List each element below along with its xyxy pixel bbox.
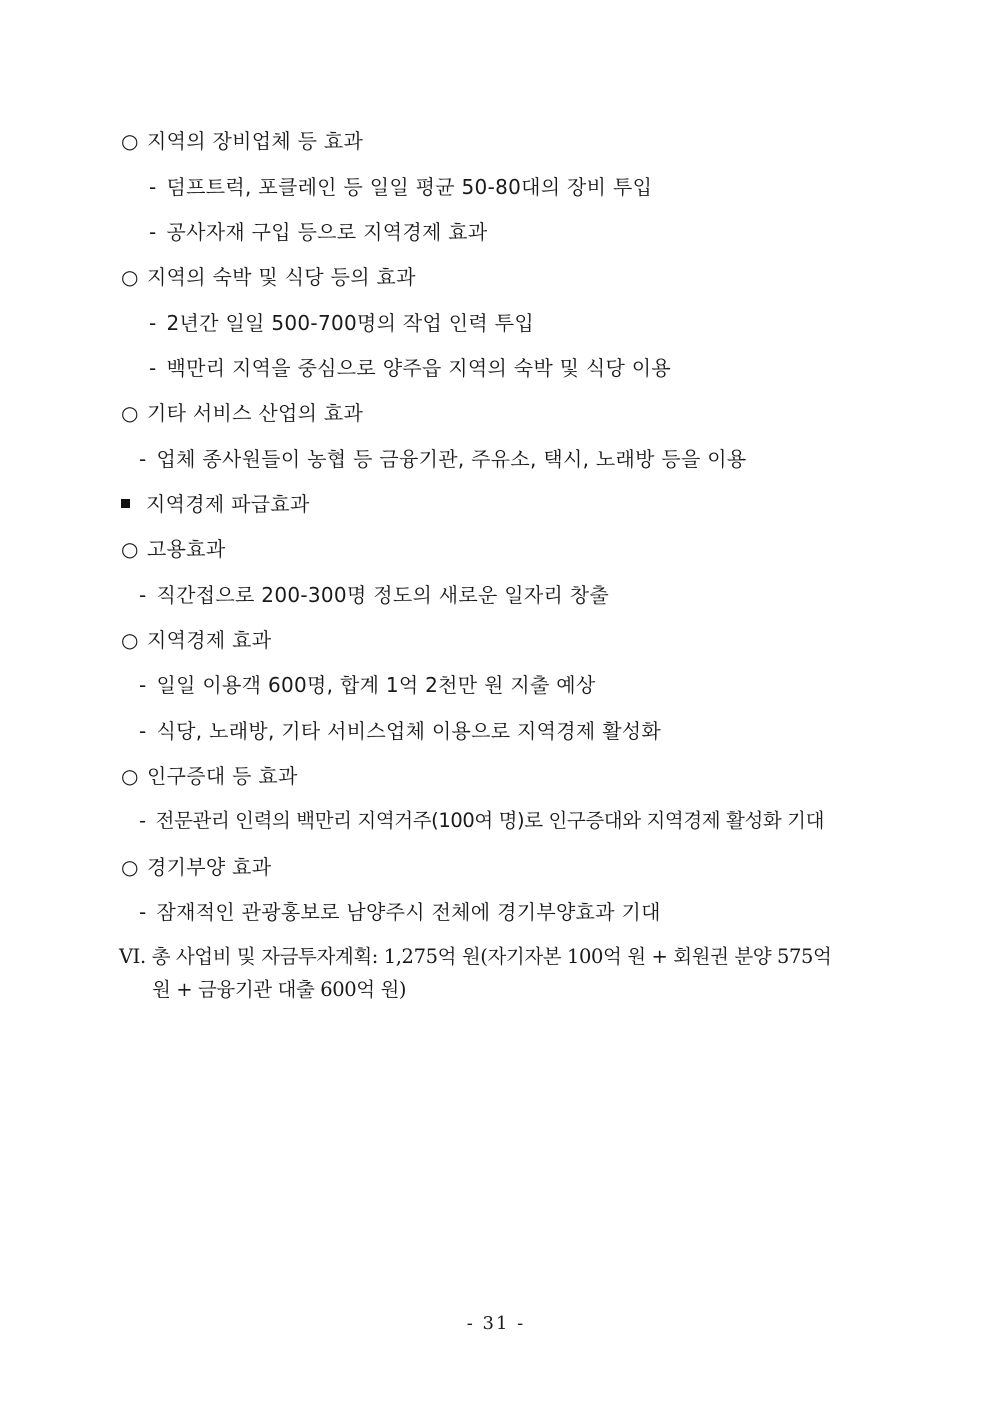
circle-bullet: ○ (121, 628, 139, 652)
sub-item (149, 356, 671, 380)
bullet-text: 경기부양 효과 (147, 855, 272, 879)
sub-item-text: 잠재적인 관광홍보로 남양주시 전체에 경기부양효과 기대 (156, 900, 661, 924)
section-vi-line-1: VI. 총 사업비 및 자금투자계획: 1,275억 원(자기자본 100억 원 + 회원권 분양 575억 (119, 945, 832, 968)
bullet-text: 고용효과 (147, 537, 226, 561)
dash-marker: - (149, 311, 157, 335)
sub-item-text: 공사자재 구입 등으로 지역경제 효과 (166, 220, 488, 244)
bullet-item (121, 537, 225, 561)
sub-item-text: 전문관리 인력의 백만리 지역거주(100여 명)로 인구증대와 지역경제 활성화 기대 (155, 809, 825, 832)
bullet-item (121, 855, 271, 879)
dash-marker: - (139, 673, 147, 697)
section-heading-text: 지역경제 파급효과 (146, 492, 310, 516)
bullet-text: 지역의 숙박 및 식당 등의 효과 (147, 265, 416, 289)
sub-item-text: 업체 종사원들이 농협 등 금융기관, 주유소, 택시, 노래방 등을 이용 (156, 447, 747, 471)
bullet-item (121, 129, 363, 153)
page-number: - 31 - (466, 1313, 526, 1334)
section-heading (121, 492, 310, 516)
dash-marker: - (149, 356, 157, 380)
circle-bullet: ○ (121, 855, 139, 879)
sub-item-text: 백만리 지역을 중심으로 양주읍 지역의 숙박 및 식당 이용 (166, 356, 672, 380)
dash-marker: - (139, 447, 147, 471)
bullet-item (121, 401, 363, 425)
dash-marker: - (139, 809, 146, 832)
circle-bullet: ○ (121, 764, 139, 788)
sub-item (139, 719, 661, 743)
sub-item-text: 덤프트럭, 포클레인 등 일일 평균 50-80대의 장비 투입 (166, 175, 653, 199)
circle-bullet: ○ (121, 537, 139, 561)
sub-item (149, 175, 652, 199)
sub-item-text: 식당, 노래방, 기타 서비스업체 이용으로 지역경제 활성화 (156, 719, 662, 743)
dash-marker: - (139, 583, 147, 607)
dash-marker: - (139, 719, 147, 743)
bullet-item (121, 628, 271, 652)
section-vi-line-2: 원 + 금융기관 대출 600억 원) (152, 978, 407, 1001)
circle-bullet: ○ (121, 401, 139, 425)
sub-item (139, 809, 824, 833)
sub-item-text: 직간접으로 200-300명 정도의 새로운 일자리 창출 (156, 583, 610, 607)
circle-bullet: ○ (121, 265, 139, 289)
sub-item (139, 447, 747, 471)
bullet-text: 지역경제 효과 (147, 628, 272, 652)
sub-item (149, 220, 487, 244)
circle-bullet: ○ (121, 129, 139, 153)
sub-item (139, 673, 596, 697)
sub-item (139, 583, 609, 607)
square-bullet-icon (121, 499, 130, 508)
bullet-text: 인구증대 등 효과 (147, 764, 298, 788)
dash-marker: - (149, 175, 157, 199)
dash-marker: - (149, 220, 157, 244)
bullet-text: 지역의 장비업체 등 효과 (147, 129, 364, 153)
sub-item-text: 2년간 일일 500-700명의 작업 인력 투입 (166, 311, 534, 335)
sub-item (149, 311, 534, 335)
bullet-item (121, 265, 416, 289)
bullet-item (121, 764, 298, 788)
dash-marker: - (139, 900, 147, 924)
sub-item-text: 일일 이용객 600명, 합계 1억 2천만 원 지출 예상 (156, 673, 596, 697)
bullet-text: 기타 서비스 산업의 효과 (147, 401, 364, 425)
sub-item (139, 900, 661, 924)
